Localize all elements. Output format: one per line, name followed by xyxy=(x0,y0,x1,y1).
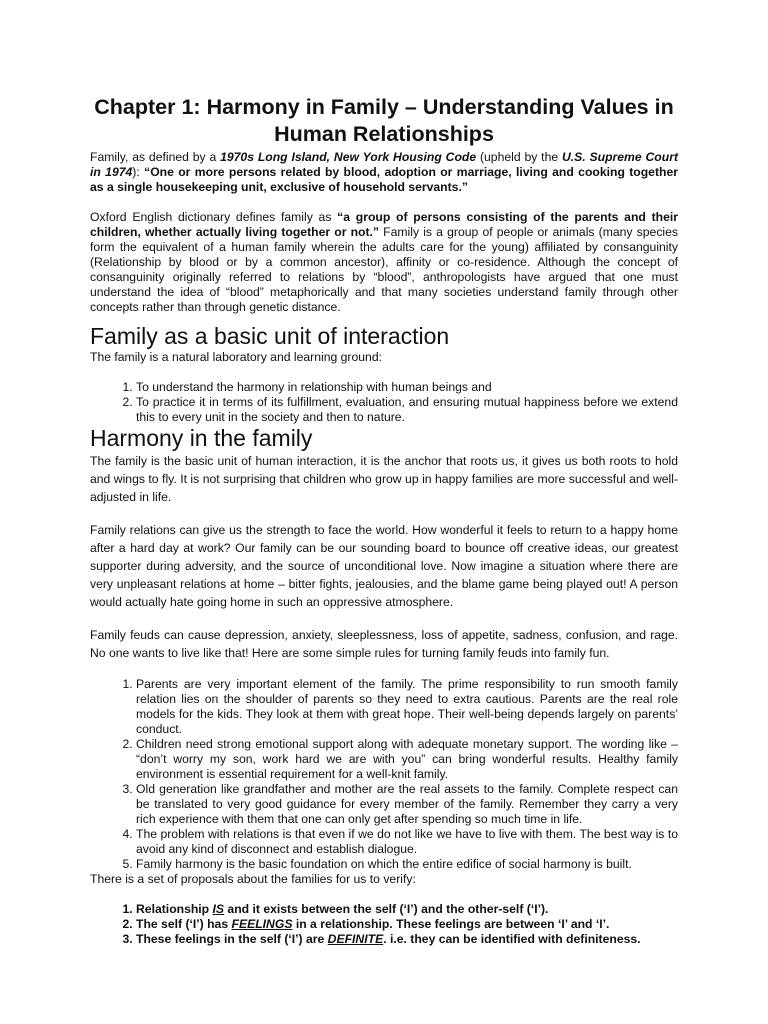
emphasis: DEFINITE xyxy=(327,932,384,946)
list-item: 1. Parents are very important element of the family. The prime responsibility to run smooth family relation lies on the shoulder of parents so they need to extra cautious. Parents are the real role models for the kids. They look at them with great hope. Their well-being depends largely on parents’ conduct. xyxy=(136,677,678,737)
text-span: and it exists between the self (‘I’) and the other-self (‘I’). xyxy=(224,902,549,916)
family-definition-paragraph xyxy=(90,150,678,195)
list-item: 1. To understand the harmony in relationship with human beings and xyxy=(136,380,678,395)
definition-quote: “One or more persons related by blood, adoption or marriage, living and cooking together as a single housekeeping unit, exclusive of household servants.” xyxy=(90,165,678,194)
text-span: The self (‘I’) has xyxy=(136,917,232,931)
text-span: Oxford English dictionary defines family as xyxy=(90,210,338,224)
learning-list xyxy=(90,380,678,425)
list-item xyxy=(136,917,678,932)
list-item: 5. Family harmony is the basic foundation on which the entire edifice of social harmony is built. xyxy=(136,857,678,872)
text-span: Family is a group of people or animals (many species form the equivalent of a human family wherein the adults care for the young) affiliated by consanguinity (Relationship by blood or by a common ancestor), affinity or co-residence. Although the concept of consanguinity originally referred to relations by “blood”, anthropologists have argued that one must understand the idea of “blood” metaphorically and that many societies understand family through other concepts rather than through genetic distance. xyxy=(90,225,678,314)
section-heading-harmony: Harmony in the family xyxy=(90,425,313,451)
list-item: 3. Old generation like grandfather and mother are the real assets to the family. Complete respect can be translated to very good guidance for every member of the family. Remember they carry a very rich experience with them that one can only get after spending so much time in life. xyxy=(136,782,678,827)
text-span: Family, as defined by a xyxy=(90,150,221,164)
document-content xyxy=(90,94,678,947)
section-lead: The family is a natural laboratory and learning ground: xyxy=(90,350,382,364)
list-item xyxy=(136,932,678,947)
rules-list xyxy=(90,677,678,872)
section-heading-basic-unit: Family as a basic unit of interaction xyxy=(90,323,450,349)
proposals-lead: There is a set of proposals about the families for us to verify: xyxy=(90,872,416,886)
list-item: 2. To practice it in terms of its fulfillment, evaluation, and ensuring mutual happiness before we extend this to every unit in the society and then to nature. xyxy=(136,395,678,425)
text-span: . i.e. they can be identified with definiteness. xyxy=(383,932,641,946)
chapter-title: Chapter 1: Harmony in Family – Understanding Values in Human Relationships xyxy=(94,95,674,146)
oxford-definition-paragraph xyxy=(90,210,678,315)
text-span: ): xyxy=(132,165,145,179)
proposals-list xyxy=(90,902,678,947)
text-span: Relationship xyxy=(136,902,213,916)
text-span: in a relationship. These feelings are between ‘I’ and ‘I’. xyxy=(292,917,610,931)
list-item: 4. The problem with relations is that even if we do not like we have to live with them. The best way is to avoid any kind of disconnect and establish dialogue. xyxy=(136,827,678,857)
paragraph: Family relations can give us the strength to face the world. How wonderful it feels to return to a happy home after a hard day at work? Our family can be our sounding board to bounce off creative ideas, our greatest supporter during adversity, and the source of unconditional love. Now imagine a situation where there are very unpleasant relations at home – bitter fights, jealousies, and the blame game being played out! A person would actually hate going home in such an oppressive atmosphere. xyxy=(90,523,678,609)
paragraph: Family feuds can cause depression, anxiety, sleeplessness, loss of appetite, sadness, confusion, and rage. No one wants to live like that! Here are some simple rules for turning family feuds into family fun. xyxy=(90,628,678,660)
list-item: 2. Children need strong emotional support along with adequate monetary support. The wording like – “don’t worry my son, work hard we are with you” can bring wonderful results. Healthy family environment is essential requirement for a well-knit family. xyxy=(136,737,678,782)
housing-code-ref: 1970s Long Island, New York Housing Code xyxy=(220,150,477,164)
emphasis: FEELINGS xyxy=(231,917,293,931)
paragraph: The family is the basic unit of human interaction, it is the anchor that roots us, it gives us both roots to hold and wings to fly. It is not surprising that children who grow up in happy families are more successful and well-adjusted in life. xyxy=(90,454,678,504)
supreme-court-ref: U.S. Supreme Court in 1974 xyxy=(90,150,679,179)
text-span: These feelings in the self (‘I’) are xyxy=(136,932,328,946)
emphasis: IS xyxy=(212,902,225,916)
list-item xyxy=(136,902,678,917)
oxford-quote: “a group of persons consisting of the parents and their children, whether actually living together or not.” xyxy=(90,210,678,239)
text-span: (upheld by the xyxy=(476,150,562,164)
